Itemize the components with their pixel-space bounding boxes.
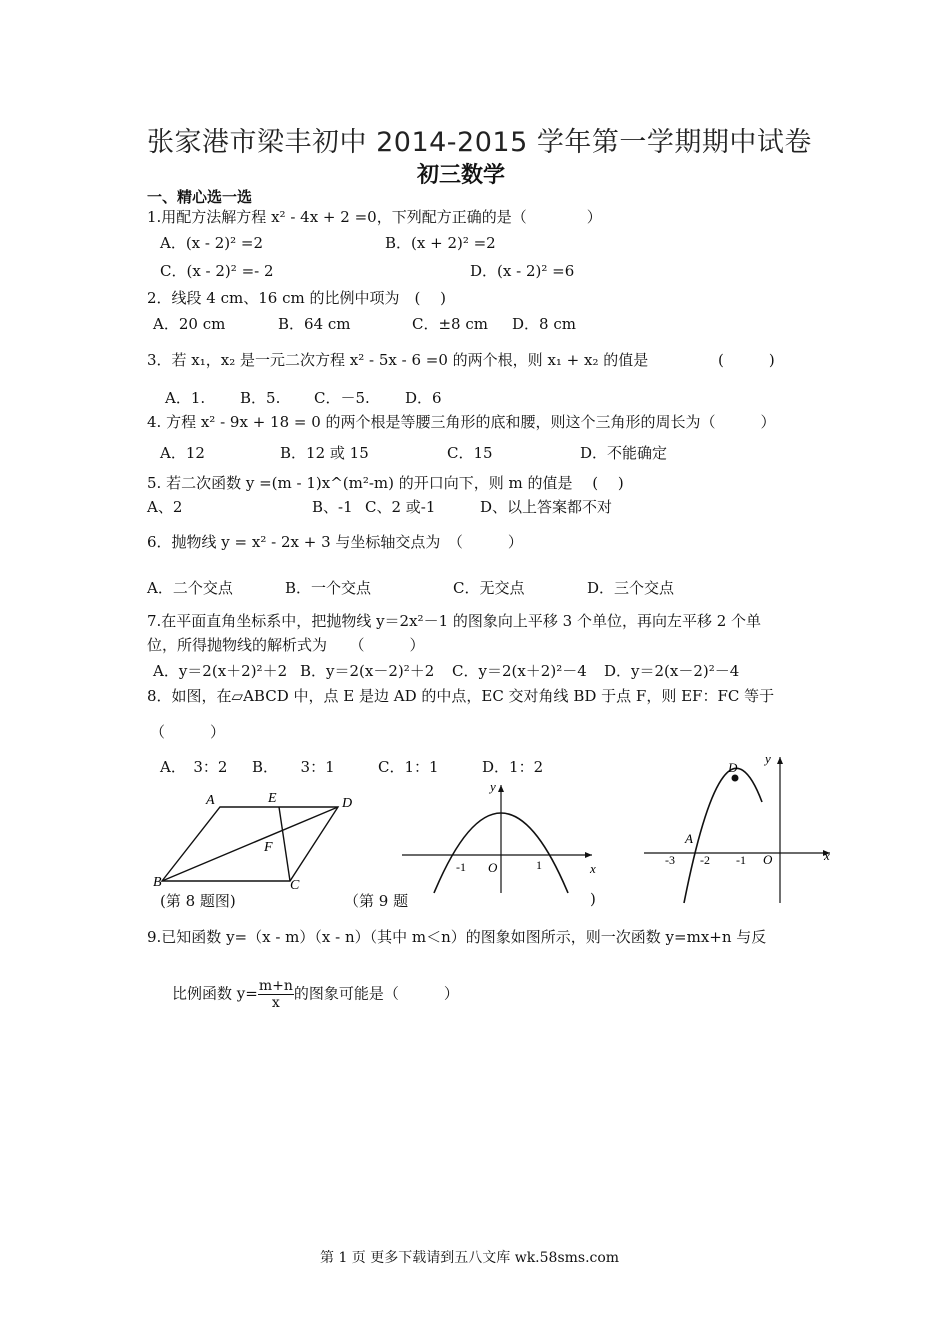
q2-option-d: D．8 cm bbox=[512, 315, 576, 333]
fig8-label-c: C bbox=[290, 878, 300, 890]
q4-option-a: A．12 bbox=[160, 444, 205, 462]
q3-option-a: A．1. bbox=[165, 389, 206, 407]
q4-option-b: B．12 或 15 bbox=[280, 444, 369, 462]
fig10-tick-neg3: -3 bbox=[665, 853, 675, 867]
question-9-stem: 9.已知函数 y=（x - m）（x - n）（其中 m＜n）的图象如图所示，则一次函数 y=mx+n 与反 bbox=[147, 928, 767, 946]
q6-option-a: A．二个交点 bbox=[147, 579, 233, 597]
q2-option-c: C．±8 cm bbox=[412, 315, 488, 333]
q4-option-d: D．不能确定 bbox=[580, 444, 668, 462]
figure-9-caption-end: ) bbox=[590, 890, 596, 908]
q3-option-c: C．－5. bbox=[314, 389, 370, 407]
q9-line2-prefix: 比例函数 y= bbox=[172, 984, 258, 1003]
fig9-tick-neg1: -1 bbox=[456, 860, 466, 874]
q9-fraction-numerator: m+n bbox=[258, 978, 293, 994]
question-8-bracket: （ ） bbox=[150, 723, 226, 741]
q4-option-c: C．15 bbox=[447, 444, 493, 462]
q5-option-b: B、-1 bbox=[312, 498, 353, 516]
question-9-stem-line2 bbox=[172, 978, 459, 1011]
q6-option-d: D．三个交点 bbox=[587, 579, 675, 597]
fig8-label-e: E bbox=[268, 791, 277, 806]
fig9-x-label: x bbox=[590, 861, 596, 876]
q9-line2-suffix: 的图象可能是（ ） bbox=[293, 984, 459, 1003]
figure-8-caption: (第 8 题图) bbox=[160, 892, 236, 910]
question-4-stem: 4. 方程 x² - 9x + 18 = 0 的两个根是等腰三角形的底和腰，则这个三角形的周长为（ ） bbox=[147, 413, 776, 431]
fig10-tick-neg2: -2 bbox=[700, 853, 710, 867]
q8-option-a: A． 3：2 bbox=[160, 758, 228, 776]
q5-option-d: D、以上答案都不对 bbox=[480, 498, 613, 516]
q3-option-b: B．5. bbox=[240, 389, 281, 407]
fig10-label-a: A bbox=[685, 831, 693, 846]
fig10-y-label: y bbox=[765, 751, 771, 766]
q1-option-a: A．(x - 2)² =2 bbox=[160, 234, 264, 252]
figure-8-parallelogram bbox=[150, 785, 360, 890]
fig10-x-label: x bbox=[824, 848, 830, 863]
fig9-y-label: y bbox=[490, 779, 496, 794]
q8-option-d: D．1：2 bbox=[482, 758, 544, 776]
question-7-stem-line1: 7.在平面直角坐标系中，把抛物线 y＝2x²－1 的图象向上平移 3 个单位，再向左平移 2 个单 bbox=[147, 612, 762, 630]
q1-option-d: D．(x - 2)² =6 bbox=[470, 262, 575, 280]
fig8-label-b: B bbox=[153, 875, 162, 890]
fig8-label-a: A bbox=[206, 793, 215, 808]
page-title: 张家港市梁丰初中 2014-2015 学年第一学期期中试卷 bbox=[147, 127, 812, 158]
figure-10-graph bbox=[640, 745, 840, 905]
question-2-stem: 2．线段 4 cm、16 cm 的比例中项为 ( ) bbox=[147, 289, 446, 307]
fig8-label-f: F bbox=[264, 840, 273, 855]
page-subtitle: 初三数学 bbox=[417, 163, 506, 188]
fig8-label-d: D bbox=[342, 796, 353, 811]
q9-fraction-denominator: x bbox=[271, 995, 280, 1011]
q3-option-d: D．6 bbox=[405, 389, 442, 407]
fig9-tick-1: 1 bbox=[536, 858, 542, 872]
question-3-stem: 3．若 x₁，x₂ 是一元二次方程 x² - 5x - 6 =0 的两个根，则 x₁ + x₂ 的值是 bbox=[147, 351, 649, 369]
q6-option-c: C．无交点 bbox=[453, 579, 525, 597]
q1-option-b: B．(x + 2)² =2 bbox=[385, 234, 496, 252]
fig10-origin: O bbox=[763, 852, 773, 867]
fig10-tick-neg1: -1 bbox=[736, 853, 746, 867]
question-1-stem: 1.用配方法解方程 x² - 4x + 2 =0，下列配方正确的是（ ） bbox=[147, 208, 602, 226]
q7-option-a: A．y＝2(x＋2)²＋2 bbox=[153, 662, 288, 680]
q2-option-a: A．20 cm bbox=[153, 315, 226, 333]
q1-option-c: C．(x - 2)² =- 2 bbox=[160, 262, 274, 280]
question-8-stem: 8．如图，在▱ABCD 中，点 E 是边 AD 的中点，EC 交对角线 BD 于点 F，则 EF：FC 等于 bbox=[147, 687, 775, 705]
q5-option-c: C、2 或-1 bbox=[365, 498, 436, 516]
section-heading: 一、精心选一选 bbox=[147, 188, 253, 206]
question-5-stem: 5. 若二次函数 y =(m - 1)x^(m²-m) 的开口向下，则 m 的值是 ( ) bbox=[147, 474, 624, 492]
fig9-origin: O bbox=[488, 860, 498, 875]
q7-option-b: B．y＝2(x－2)²＋2 bbox=[300, 662, 435, 680]
q8-option-b: B． 3：1 bbox=[252, 758, 335, 776]
question-7-stem-line2: 位，所得抛物线的解析式为 （ ） bbox=[147, 636, 425, 654]
q2-option-b: B．64 cm bbox=[278, 315, 351, 333]
figure-9-graph bbox=[398, 775, 598, 895]
q6-option-b: B．一个交点 bbox=[285, 579, 372, 597]
question-6-stem: 6．抛物线 y = x² - 2x + 3 与坐标轴交点为 （ ） bbox=[147, 533, 523, 551]
question-3-bracket: ( ) bbox=[718, 351, 775, 369]
q7-option-d: D．y＝2(x－2)²－4 bbox=[604, 662, 740, 680]
figure-9-caption: （第 9 题 bbox=[344, 892, 409, 910]
q7-option-c: C．y＝2(x＋2)²－4 bbox=[452, 662, 587, 680]
q8-option-c: C．1：1 bbox=[378, 758, 439, 776]
q5-option-a: A、2 bbox=[147, 498, 183, 516]
fig10-label-d: D bbox=[728, 760, 738, 775]
page-footer: 第 1 页 更多下载请到五八文库 wk.58sms.com bbox=[320, 1250, 620, 1266]
q9-fraction bbox=[258, 978, 294, 1011]
